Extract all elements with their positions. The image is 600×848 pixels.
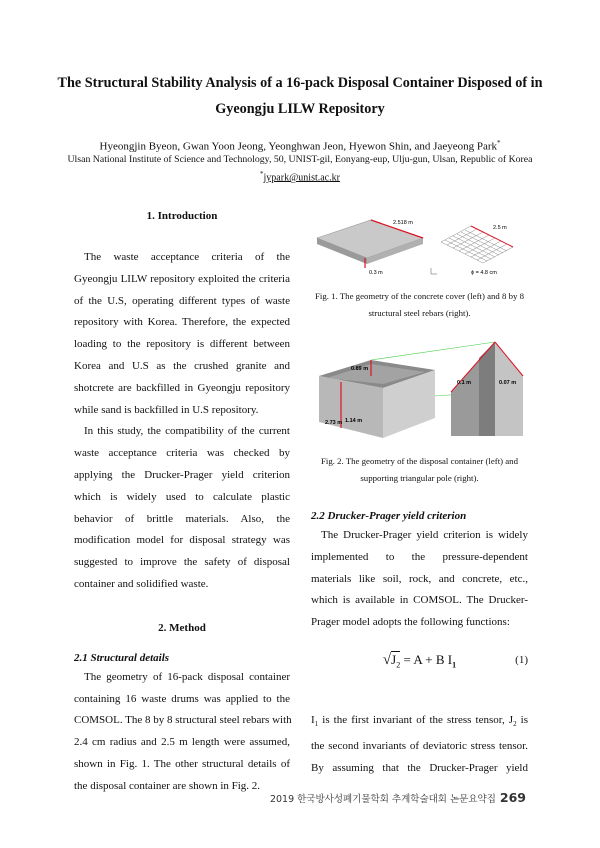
method-heading: 2. Method [158, 621, 206, 634]
email-mark: * [260, 170, 264, 178]
after-eq-line-2: the second invariants of deviatoric stress tensor. [311, 739, 528, 752]
text-line: shotcrete are backfilled in Gyeongju repository [74, 381, 290, 394]
text-line: The geometry of 16-pack disposal container [84, 670, 290, 683]
text-line: container and solidified waste. [74, 577, 209, 590]
pole-inner-face [479, 342, 495, 436]
label-rebar-length: 2.5 m [493, 225, 507, 231]
text-line: behavior of brittle materials. Also, the [74, 512, 290, 525]
text-line: Gyeongju LILW repository exploited the criteria [74, 272, 290, 285]
fig2-drawing [311, 336, 531, 446]
text-line: which is widely used to calculate plastic [74, 490, 290, 503]
text-line: implemented to the pressure-dependent [311, 550, 528, 563]
text-line: COMSOL. The 8 by 8 structural steel rebars with [74, 714, 292, 727]
structural-details-paragraph [74, 667, 290, 798]
fig1-caption-line-1: Fig. 1. The geometry of the concrete cover (left) and 8 by 8 [315, 291, 524, 301]
title-line-1: The Structural Stability Analysis of a 16-pack Disposal Container Disposed of in [57, 75, 543, 91]
fig2-caption-line-1: Fig. 2. The geometry of the disposal container (left) and [321, 456, 518, 466]
projection-line-1 [371, 342, 495, 360]
equation-number: (1) [515, 654, 528, 666]
text-line: Prager model adopts the following functions: [311, 616, 510, 629]
text-line: applying the Drucker-Prager yield criterion [74, 468, 290, 481]
affiliation: Ulsan National Institute of Science and Technology, 50, UNIST-gil, Eonyang-eup, Ulju-gun, Ulsan, Republic of Korea [67, 154, 533, 165]
figure-1 [311, 212, 531, 284]
intro-paragraph-2 [74, 421, 290, 595]
rebar-grid [441, 226, 513, 263]
axis-triad-icon [431, 268, 437, 274]
label-width: 2.73 m [325, 420, 343, 426]
fig1-caption [311, 288, 528, 322]
left-column [74, 210, 290, 798]
intro-paragraph-1 [74, 247, 290, 421]
eq-rhs: = A + B I [403, 652, 453, 667]
authors-text: Hyeongjin Byeon, Gwan Yoon Jeong, Yeonghwan Jeon, Hyewon Shin, and Jaeyeong Park [99, 140, 497, 153]
label-cover-length: 2.518 m [393, 220, 413, 226]
text-line: In this study, the compatibility of the current [84, 425, 290, 438]
after-equation-text [311, 710, 528, 780]
text-line: The Drucker-Prager yield criterion is widely [321, 529, 528, 541]
after-eq-line-1: $I_1$ is the first invariant of the stress tensor, $J_2$ is [311, 714, 529, 729]
author-list [40, 136, 560, 155]
title-line-2: Gyeongju LILW Repository [215, 101, 385, 117]
text-line: loading to the repository is different between [74, 338, 290, 351]
intro-heading: 1. Introduction [146, 210, 218, 222]
eq-rhs-sub: 1 [452, 660, 457, 670]
text-line: shown in Fig. 1. The other structural details of [74, 757, 290, 770]
eq-lhs-sub: 2 [396, 660, 401, 670]
drucker-prager-paragraph [311, 525, 528, 634]
after-eq-line-3: By assuming that the Drucker-Prager yield [311, 761, 528, 774]
text-line: which is available in COMSOL. The Drucker- [311, 594, 528, 607]
text-line: waste acceptance criteria was checked by [74, 447, 290, 460]
fig2-caption-line-2: supporting triangular pole (right). [360, 473, 479, 483]
label-wall: 0.89 m [351, 366, 369, 372]
label-rebar-diameter: ϕ = 4.8 cm [471, 270, 497, 276]
equation-body [311, 652, 528, 670]
eq-lhs [391, 651, 401, 670]
right-column-text [311, 510, 528, 634]
eq-lhs-var: J [391, 652, 397, 667]
label-height: 1.14 m [345, 418, 363, 424]
drucker-prager-heading: 2.2 Drucker-Prager yield criterion [311, 510, 467, 522]
text-line: modification model for disposal strategy was [74, 534, 290, 547]
pole-right-face [495, 342, 523, 436]
sqrt-symbol: √ [382, 652, 392, 668]
text-line: The waste acceptance criteria of the [84, 251, 290, 263]
page-footer [270, 790, 526, 805]
equation-1 [311, 652, 528, 670]
text-line: containing 16 waste drums was applied to the [74, 692, 290, 705]
page-number: 269 [499, 790, 526, 805]
corresponding-mark: * [497, 139, 501, 147]
footer-text: 2019 한국방사성폐기물학회 추계학술대회 논문요약집 [269, 794, 496, 805]
label-pole-2: 0.07 m [499, 380, 517, 386]
text-line: of the U.S, operating different types of waste [74, 294, 290, 307]
text-line: suggested to improve the safety of disposal [74, 556, 290, 569]
text-line: while sand is backfilled in U.S repository. [74, 403, 259, 416]
email-line [40, 170, 560, 183]
fig2-caption [311, 453, 528, 487]
text-line: repository with Korea. Therefore, the expected [74, 316, 290, 329]
figure-2 [311, 336, 531, 446]
paper-title [40, 70, 560, 122]
text-line: Korea and U.S as the crushed granite and [74, 359, 290, 372]
structural-details-heading: 2.1 Structural details [74, 651, 170, 664]
label-cover-thickness: 0.3 m [369, 270, 383, 276]
email-link[interactable]: jypark@unist.ac.kr [263, 172, 340, 184]
label-pole-1: 0.1 m [457, 380, 472, 386]
fig1-caption-line-2: structural steel rebars (right). [368, 308, 471, 318]
text-line: 2.4 cm radius and 2.5 m length were assumed, [74, 736, 290, 749]
fig1-drawing [311, 212, 531, 284]
text-line: materials like soil, rock, and concrete, etc., [311, 572, 528, 585]
text-line: the disposal container are shown in Fig. 2. [74, 779, 261, 792]
